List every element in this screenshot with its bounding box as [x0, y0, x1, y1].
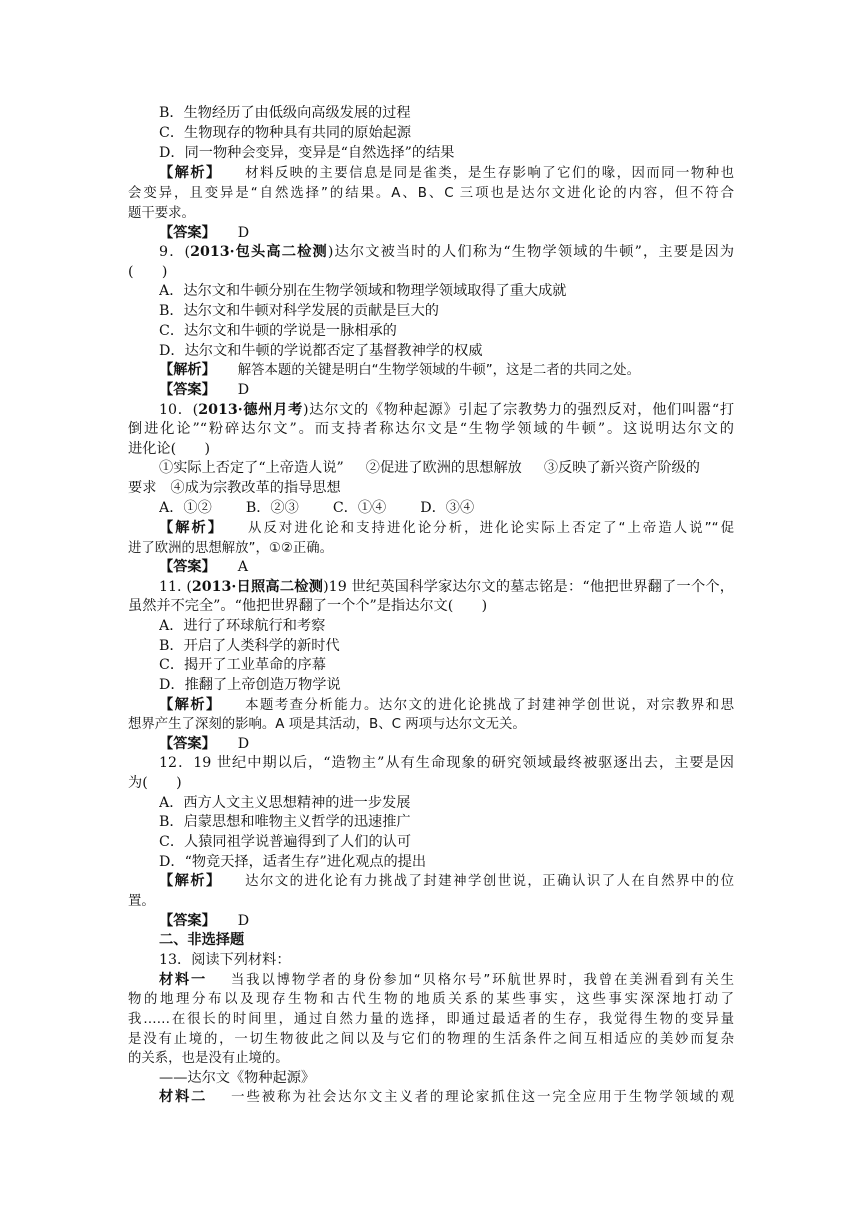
q10-items: ①实际上否定了“上帝造人说” ②促进了欧洲的思想解放 ③反映了新兴资产阶级的 [159, 460, 700, 476]
q11-option-c: C．揭开了工业革命的序幕 [159, 657, 326, 673]
q9-option-a: A．达尔文和牛顿分别在生物学领域和物理学领域取得了重大成就 [159, 283, 567, 299]
q11-option-a: A．进行了环球航行和考察 [159, 618, 326, 634]
answer-label: 【答案】 [159, 736, 216, 752]
answer-label: 【答案】 [159, 559, 216, 575]
q8-option-b: B．生物经历了由低级向高级发展的过程 [159, 105, 411, 121]
q8-analysis-line: 题干要求。 [128, 206, 195, 221]
q11-option-b: B．开启了人类科学的新时代 [159, 638, 340, 654]
q10-option-a: A．①② [159, 500, 212, 516]
material-one-line: 材料一 当我以博物学者的身份参加“贝格尔号”环航世界时，我曾在美洲看到有关生 [159, 972, 734, 988]
analysis-label: 【解析】 [159, 697, 222, 713]
q9-answer [159, 381, 734, 401]
q11-analysis-line: 【解析】 本题考查分析能力。达尔文的进化论挑战了封建神学创世说，对宗教界和思 [159, 697, 734, 713]
q10-stem: 倒进化论”“粉碎达尔文”。而支持者称达尔文是“生物学领域的牛顿”。这说明达尔文的 [128, 421, 734, 437]
q11-stem: 11. (2013·日照高二检测)19 世纪英国科学家达尔文的墓志铭是：“他把世界翻了一个个， [159, 579, 734, 595]
q12-option-c: C．人猿同祖学说普遍得到了人们的认可 [159, 834, 412, 850]
q10-option-b: B．②③ [245, 500, 299, 516]
q10-stem: 10．(2013·德州月考)达尔文的《物种起源》引起了宗教势力的强烈反对，他们叫嚣“打 [159, 402, 734, 418]
material-two-label: 材料二 [159, 1089, 208, 1105]
q8-analysis-line: 会变异，且变异是“自然选择”的结果。A、B、C 三项也是达尔文进化论的内容，但不符合 [128, 186, 734, 201]
q12-stem: 为( ) [128, 775, 182, 791]
analysis-label: 【解析】 [159, 362, 216, 378]
q10-answer [159, 558, 734, 578]
answer-value: D [237, 736, 250, 752]
q12-analysis-line: 【解析】 达尔文的进化论有力挑战了封建神学创世说，正确认识了人在自然界中的位 [159, 873, 734, 889]
analysis-label: 【解析】 [159, 873, 222, 889]
q9-option-c: C．达尔文和牛顿的学说是一脉相承的 [159, 323, 397, 339]
q12-stem: 12．19 世纪中期以后，“造物主”从有生命现象的研究领域最终被驱逐出去，主要是因 [159, 755, 734, 771]
answer-value: D [237, 225, 250, 241]
q12-answer [159, 912, 734, 932]
material-one-label: 材料一 [159, 972, 208, 988]
question-source: 2013·包头高二检测 [190, 244, 328, 260]
q8-answer [159, 224, 734, 244]
material-one-line: 的关系，也是没有止境的。 [128, 1051, 289, 1066]
q9-option-d: D．达尔文和牛顿的学说都否定了基督教神学的权威 [159, 343, 483, 359]
q12-option-d: D．“物竞天择，适者生存”进化观点的提出 [159, 854, 427, 870]
q9-stem-bracket: ( ) [128, 264, 168, 280]
answer-label: 【答案】 [159, 913, 216, 929]
section-heading: 二、非选择题 [159, 932, 245, 948]
q10-analysis-line: 进了欧洲的思想解放”，①②正确。 [128, 541, 334, 556]
q11-stem: 虽然并不完全”。“他把世界翻了一个个”是指达尔文( ) [128, 598, 488, 614]
q11-answer [159, 735, 734, 755]
material-one-citation: ——达尔文《物种起源》 [159, 1070, 316, 1086]
analysis-label: 【解析】 [159, 520, 224, 536]
q8-option-c: C．生物现存的物种具有共同的原始起源 [159, 125, 412, 141]
q9-option-b: B．达尔文和牛顿对科学发展的贡献是巨大的 [159, 303, 439, 319]
q8-analysis-line: 【解析】 材料反映的主要信息是同是雀类，是生存影响了它们的喙，因而同一物种也 [159, 165, 734, 181]
q10-stem: 进化论( ) [128, 441, 211, 457]
answer-label: 【答案】 [159, 225, 216, 241]
q12-option-b: B．启蒙思想和唯物主义哲学的迅速推广 [159, 814, 411, 830]
q12-analysis-line: 置。 [128, 894, 155, 909]
q10-option-c: C．①④ [332, 500, 387, 516]
answer-value: D [237, 913, 250, 929]
analysis-label: 【解析】 [159, 165, 222, 181]
answer-value: D [237, 382, 250, 398]
q13-stem: 13．阅读下列材料： [159, 952, 291, 968]
q9-stem: 9．(2013·包头高二检测)达尔文被当时的人们称为“生物学领域的牛顿”，主要是因为 [159, 244, 734, 260]
material-one-line: 我……在很长的时间里，通过自然力量的选择，即通过最适者的生存，我觉得生物的变异量 [128, 1012, 734, 1027]
q9-analysis-line: 【解析】 解答本题的关键是明白“生物学领域的牛顿”，这是二者的共同之处。 [159, 362, 640, 378]
q10-items: 要求 ④成为宗教改革的指导思想 [128, 480, 341, 496]
q11-analysis-line: 想界产生了深刻的影响。A 项是其活动，B、C 两项与达尔文无关。 [128, 717, 526, 732]
material-two-line: 材料二 一些被称为社会达尔文主义者的理论家抓住这一完全应用于生物学领域的观 [159, 1089, 734, 1105]
material-one-line: 物的地理分布以及现存生物和古代生物的地质关系的某些事实，这些事实深深地打动了 [128, 992, 734, 1007]
answer-value: A [237, 559, 249, 575]
question-source: 2013·日照高二检测 [191, 579, 324, 595]
question-source: 2013·德州月考 [198, 402, 304, 418]
answer-label: 【答案】 [159, 382, 216, 398]
q8-option-d: D．同一物种会变异，变异是“自然选择”的结果 [159, 145, 455, 161]
q10-analysis-line: 【解析】 从反对进化论和支持进化论分析，进化论实际上否定了“上帝造人说”“促 [159, 520, 734, 536]
material-one-line: 是没有止境的，一切生物彼此之间以及与它们的物理的生活条件之间互相适应的美妙而复杂 [128, 1032, 734, 1047]
q10-option-d: D．③④ [420, 500, 475, 516]
q11-option-d: D．推翻了上帝创造万物学说 [159, 677, 341, 693]
q10-options [159, 499, 734, 519]
q12-option-a: A．西方人文主义思想精神的进一步发展 [159, 795, 411, 811]
